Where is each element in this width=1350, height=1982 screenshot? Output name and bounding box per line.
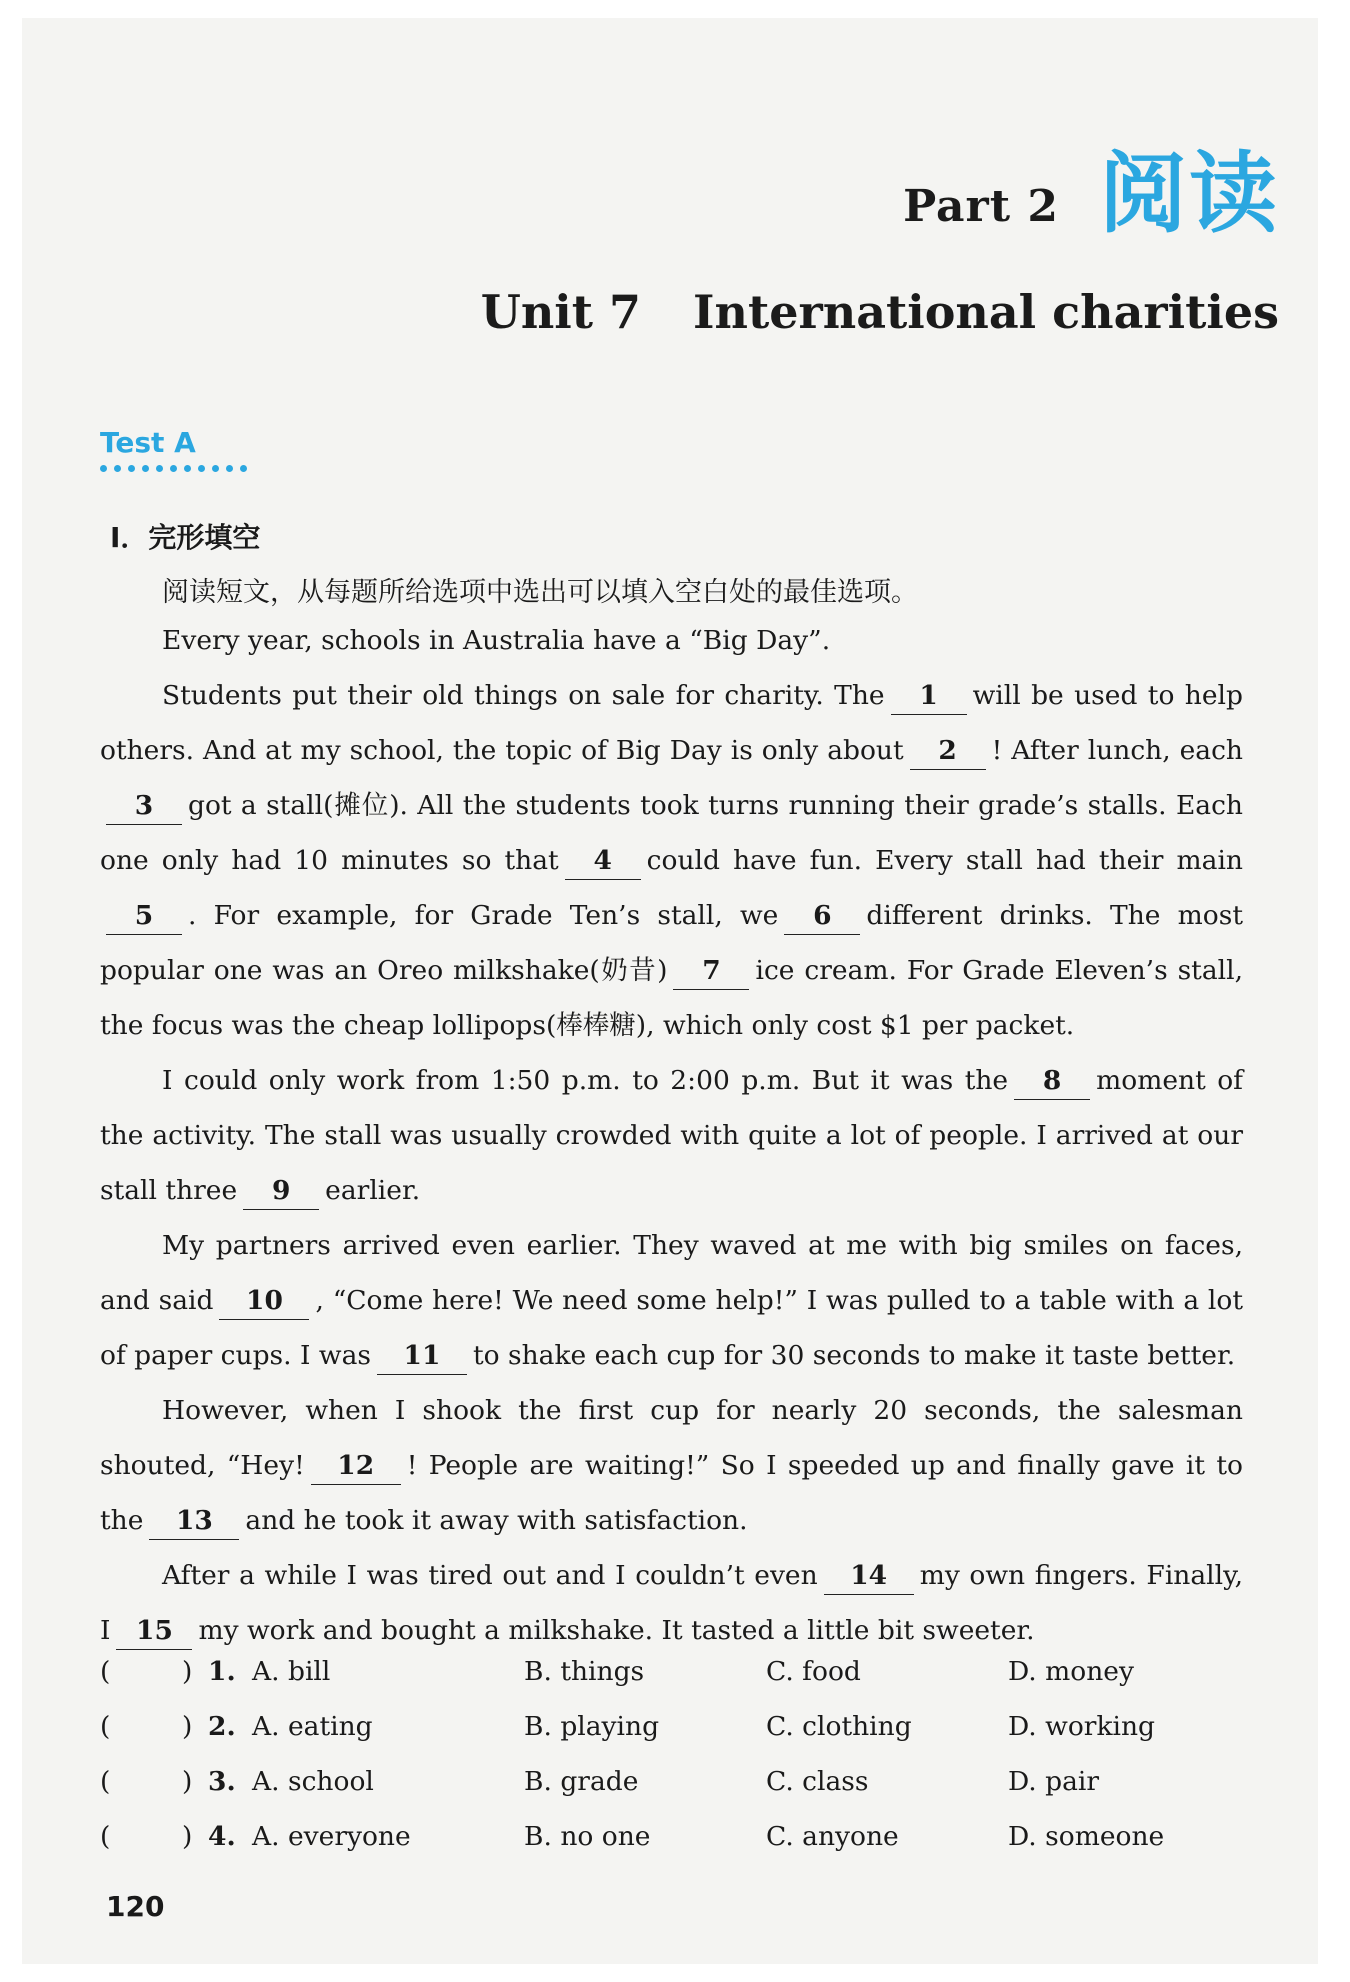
blank-6[interactable]: 6 (784, 898, 860, 935)
paragraph-6: After a while I was tired out and I couldn’t even 14 my own fingers. Finally, I 15 my work and bought a milkshake. It tasted a little bit sweeter. (100, 1548, 1243, 1658)
section-instruction: 阅读短文，从每题所给选项中选出可以填入空白处的最佳选项。 (162, 577, 918, 608)
blank-3[interactable]: 3 (106, 788, 182, 825)
question-options (100, 1656, 1250, 1876)
blank-12[interactable]: 12 (311, 1448, 401, 1485)
answer-paren-close: ) (182, 1656, 193, 1687)
blank-10[interactable]: 10 (219, 1283, 309, 1320)
part-label: Part 2 (903, 180, 1059, 232)
cloze-passage (100, 613, 1243, 1658)
part-header (903, 142, 1279, 245)
option-a[interactable]: A. bill (252, 1656, 331, 1687)
unit-number: Unit 7 (480, 285, 642, 339)
option-b[interactable]: B. grade (524, 1766, 639, 1797)
option-b[interactable]: B. playing (524, 1711, 660, 1742)
option-b[interactable]: B. no one (524, 1821, 651, 1852)
blank-8[interactable]: 8 (1014, 1063, 1090, 1100)
unit-name: International charities (693, 285, 1279, 339)
blank-14[interactable]: 14 (824, 1558, 914, 1595)
paragraph-3: I could only work from 1:50 p.m. to 2:00 p.m. But it was the 8 moment of the activity. The stall was usually crowded with quite a lot of people. I arrived at our stall three 9 earlier. (100, 1053, 1243, 1218)
question-number: 2. (208, 1711, 236, 1742)
option-a[interactable]: A. everyone (252, 1821, 411, 1852)
option-d[interactable]: D. pair (1008, 1766, 1100, 1797)
option-d[interactable]: D. money (1008, 1656, 1134, 1687)
page-number: 120 (106, 1890, 165, 1923)
answer-paren-open[interactable]: ( (100, 1821, 111, 1852)
answer-paren-open[interactable]: ( (100, 1766, 111, 1797)
answer-paren-open[interactable]: ( (100, 1711, 111, 1742)
question-row-2 (100, 1711, 1250, 1766)
part-chinese-title: 阅读 (1098, 142, 1279, 245)
question-number: 3. (208, 1766, 236, 1797)
blank-11[interactable]: 11 (377, 1338, 467, 1375)
blank-7[interactable]: 7 (673, 953, 749, 990)
dotted-underline (100, 465, 247, 472)
blank-5[interactable]: 5 (106, 898, 182, 935)
question-row-4 (100, 1821, 1250, 1876)
answer-paren-close: ) (182, 1821, 193, 1852)
question-number: 4. (208, 1821, 236, 1852)
paragraph-1: Every year, schools in Australia have a “Big Day”. (162, 625, 831, 656)
test-label: Test A (100, 426, 196, 459)
answer-paren-open[interactable]: ( (100, 1656, 111, 1687)
option-c[interactable]: C. clothing (766, 1711, 912, 1742)
paragraph-4: My partners arrived even earlier. They waved at me with big smiles on faces, and said 10 , “Come here! We need some help!” I was pulled to a table with a lot of paper cups. I was 11 to shake each cup for 30 seconds to make it taste better. (100, 1218, 1243, 1383)
option-c[interactable]: C. food (766, 1656, 861, 1687)
option-c[interactable]: C. anyone (766, 1821, 899, 1852)
question-row-3 (100, 1766, 1250, 1821)
blank-1[interactable]: 1 (891, 678, 967, 715)
section-title: I．完形填空 (110, 521, 261, 554)
option-a[interactable]: A. school (252, 1766, 374, 1797)
blank-13[interactable]: 13 (149, 1503, 239, 1540)
unit-title (481, 285, 1279, 339)
blank-2[interactable]: 2 (910, 733, 986, 770)
question-row-1 (100, 1656, 1250, 1711)
option-a[interactable]: A. eating (252, 1711, 373, 1742)
blank-4[interactable]: 4 (565, 843, 641, 880)
blank-9[interactable]: 9 (243, 1173, 319, 1210)
question-number: 1. (208, 1656, 236, 1687)
option-c[interactable]: C. class (766, 1766, 869, 1797)
option-d[interactable]: D. someone (1008, 1821, 1165, 1852)
option-b[interactable]: B. things (524, 1656, 645, 1687)
blank-15[interactable]: 15 (116, 1613, 192, 1650)
answer-paren-close: ) (182, 1711, 193, 1742)
paragraph-5: However, when I shook the first cup for nearly 20 seconds, the salesman shouted, “Hey! 12 ! People are waiting!” So I speeded up and finally gave it to the 13 and he took it away with satisfaction. (100, 1383, 1243, 1548)
paragraph-2: Students put their old things on sale for charity. The 1 will be used to help others. And at my school, the topic of Big Day is only about 2 ! After lunch, each3 got a stall(摊位). All the students took turns running their grade’s stalls. Each one only had 10 minutes so that 4 could have fun. Every stall had their main5 . For example, for Grade Ten’s stall, we 6 different drinks. The most popular one was an Oreo milkshake(奶昔) 7 ice cream. For Grade Eleven’s stall, the focus was the cheap lollipops(棒棒糖), which only cost $1 per packet. (100, 680, 1244, 1041)
option-d[interactable]: D. working (1008, 1711, 1156, 1742)
answer-paren-close: ) (182, 1766, 193, 1797)
